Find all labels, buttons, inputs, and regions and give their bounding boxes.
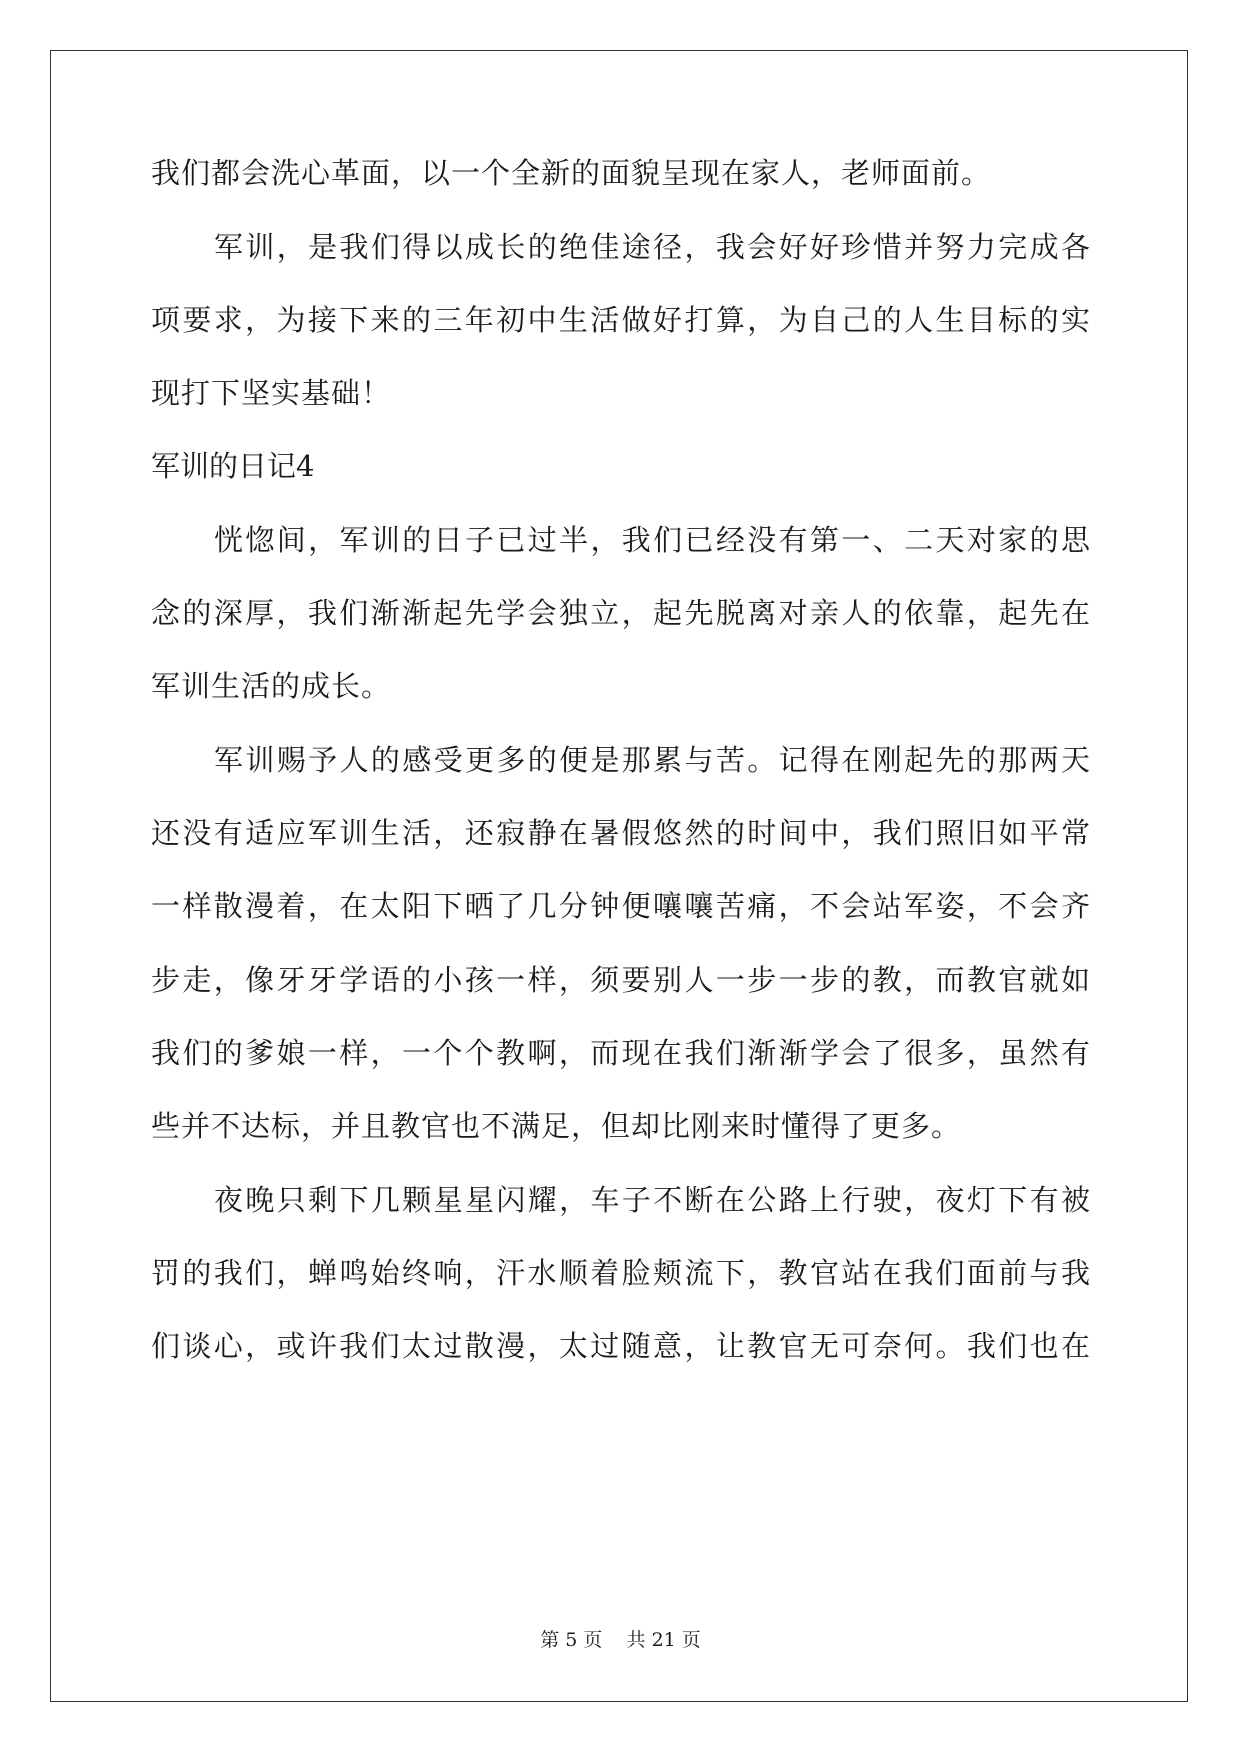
text-line: 步走，像牙牙学语的小孩一样，须要别人一步一步的教，而教官就如: [151, 963, 1091, 997]
text-line: 军训生活的成长。: [151, 669, 392, 703]
section-heading: 军训的日记4: [151, 449, 315, 483]
text-line: 我们都会洗心革面，以一个全新的面貌呈现在家人，老师面前。: [151, 156, 992, 190]
paragraph-first-line: 军训赐予人的感受更多的便是那累与苦。记得在刚起先的那两天: [214, 743, 1091, 777]
page-border: [50, 50, 1188, 1702]
text-line: 们谈心，或许我们太过散漫，太过随意，让教官无可奈何。我们也在: [151, 1329, 1091, 1363]
text-line: 一样散漫着，在太阳下晒了几分钟便嚷嚷苦痛，不会站军姿，不会齐: [151, 889, 1091, 923]
page-footer-number: 第 5 页 共 21 页: [540, 1629, 701, 1651]
text-line: 还没有适应军训生活，还寂静在暑假悠然的时间中，我们照旧如平常: [151, 816, 1091, 850]
text-line: 现打下坚实基础！: [151, 376, 392, 410]
paragraph-first-line: 恍惚间，军训的日子已过半，我们已经没有第一、二天对家的思: [214, 523, 1091, 557]
text-line: 念的深厚，我们渐渐起先学会独立，起先脱离对亲人的依靠，起先在: [151, 596, 1091, 630]
paragraph-first-line: 军训，是我们得以成长的绝佳途径，我会好好珍惜并努力完成各: [214, 230, 1091, 264]
paragraph-first-line: 夜晚只剩下几颗星星闪耀，车子不断在公路上行驶，夜灯下有被: [214, 1183, 1091, 1217]
text-line: 项要求，为接下来的三年初中生活做好打算，为自己的人生目标的实: [151, 303, 1091, 337]
text-line: 我们的爹娘一样，一个个教啊，而现在我们渐渐学会了很多，虽然有: [151, 1036, 1091, 1070]
text-line: 罚的我们，蝉鸣始终响，汗水顺着脸颊流下，教官站在我们面前与我: [151, 1256, 1091, 1290]
text-line: 些并不达标，并且教官也不满足，但却比刚来时懂得了更多。: [151, 1109, 962, 1143]
